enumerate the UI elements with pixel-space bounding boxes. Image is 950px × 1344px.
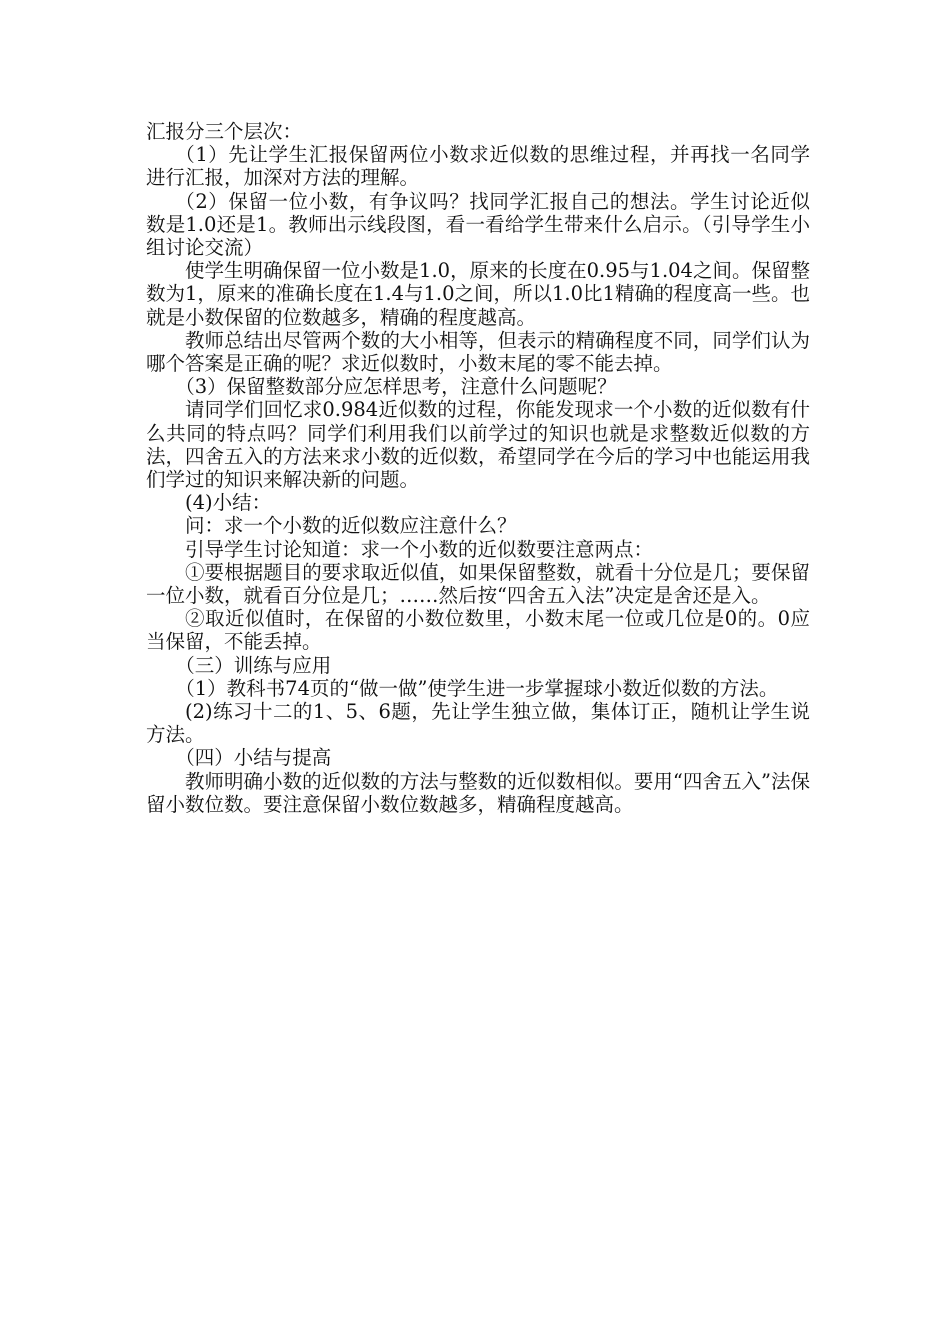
paragraph-clarify: 使学生明确保留一位小数是1.0，原来的长度在0.95与1.04之间。保留整数为1，原来的准确长度在1.4与1.0之间，所以1.0比1精确的程度高一些。也就是小数保留的位数越多，精确的程度越高。 (146, 259, 810, 329)
paragraph-practice-1: （1）教科书74页的“做一做”使学生进一步掌握球小数近似数的方法。 (175, 676, 779, 700)
paragraph-report-levels: 汇报分三个层次： (146, 120, 303, 143)
paragraph-final: 教师明确小数的近似数的方法与整数的近似数相似。要用“四舍五入”法保留小数位数。要注意保留小数位数越多，精确程度越高。 (146, 769, 810, 816)
section-heading-summary: （四）小结与提高 (175, 746, 332, 770)
paragraph-point-2: ②取近似值时，在保留的小数位数里，小数末尾一位或几位是0的。0应当保留，不能丢掉。 (146, 607, 810, 654)
section-heading-practice: （三）训练与应用 (175, 653, 332, 677)
paragraph-level-3: （3）保留整数部分应怎样思考，注意什么问题呢？ (175, 375, 617, 399)
paragraph-point-1: ①要根据题目的要求取近似值，如果保留整数，就看十分位是几；要保留一位小数，就看百分位是几；……然后按“四舍五入法”决定是舍还是入。 (146, 560, 810, 608)
paragraph-practice-2: (2)练习十二的1、5、6题，先让学生独立做，集体订正，随机让学生说方法。 (146, 700, 810, 747)
paragraph-level-1: （1）先让学生汇报保留两位小数求近似数的思维过程，并再找一名同学进行汇报，加深对方法的理解。 (146, 143, 810, 190)
paragraph-level-2: （2）保留一位小数，有争议吗？找同学汇报自己的想法。学生讨论近似数是1.0还是1。教师出示线段图，看一看给学生带来什么启示。（引导学生小组讨论交流） (146, 189, 810, 260)
paragraph-guide: 引导学生讨论知道：求一个小数的近似数要注意两点： (185, 537, 654, 561)
paragraph-summary-heading: (4)小结： (185, 491, 272, 515)
paragraph-question: 问：求一个小数的近似数应注意什么？ (185, 514, 517, 538)
document-body (146, 120, 810, 816)
paragraph-recall: 请同学们回忆求0.984近似数的过程，你能发现求一个小数的近似数有什么共同的特点吗？同学们利用我们以前学过的知识也就是求整数近似数的方法，四舍五入的方法来求小数的近似数，希望同学在今后的学习中也能运用我们学过的知识来解决新的问题。 (146, 398, 810, 492)
paragraph-teacher-summary: 教师总结出尽管两个数的大小相等，但表示的精确程度不同，同学们认为哪个答案是正确的呢？求近似数时，小数末尾的零不能去掉。 (146, 328, 810, 376)
